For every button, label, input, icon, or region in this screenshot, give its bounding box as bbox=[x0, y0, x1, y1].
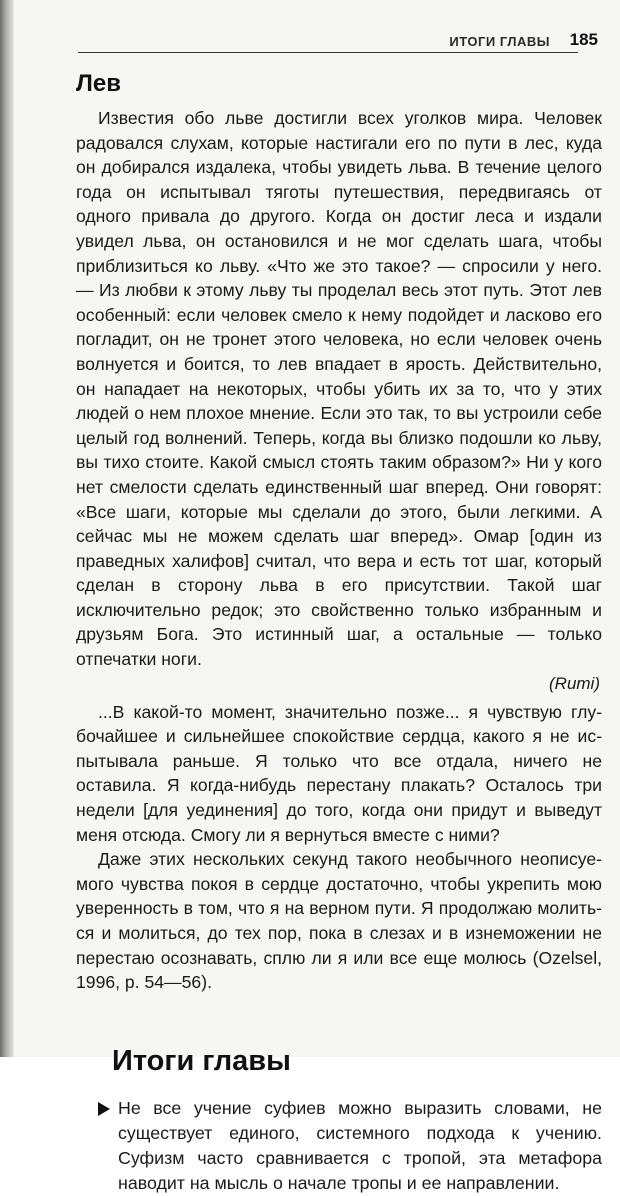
running-head bbox=[78, 30, 598, 52]
header-rule bbox=[78, 52, 578, 53]
summary-item-text: Не все учение суфиев можно выразить словами, не существует единого, системного подхода к учению. Суфизм часто сравнивается с тропой, эта метафора наводит на мысль о начале тропы и ее направлении. bbox=[118, 1097, 602, 1193]
section-title: Лев bbox=[76, 70, 121, 97]
page-number: 185 bbox=[569, 30, 598, 49]
chapter-summary-title: Итоги главы bbox=[112, 1044, 291, 1077]
section-spacer bbox=[76, 995, 602, 1045]
quote-paragraph: ...В какой-то момент, значительно позже... я чувствую глубочайшее и сильнейшее спокойствие сердца, какого я не испытывала раньше. Я только что все отдала, ничего не оставила. Я когда-нибудь перестану плакать? Осталось три недели [для уединения] до того, когда они придут и выведут меня отсюда. Смогу ли я вернуться вместе с ними? bbox=[76, 701, 602, 845]
summary-item bbox=[76, 1096, 602, 1196]
story-paragraph: Известия обо льве достигли всех уголков мира. Человек радовался слухам, которые настигали его по пути в лес, куда он добирался издалека, чтобы увидеть льва. В течение целого года он испытывал тяготы путешествия, передвигаясь от одного привала до другого. Когда он достиг леса и издали увидел льва, он остановился и не мог сделать шага, чтобы приблизиться ко льву. «Что же это такое? — спросили у него. — Из любви к этому льву ты проделал весь этот путь. Этот лев особенный: если человек смело к нему подойдет и ласково его погладит, он не тронет этого человека, но если человек очень волнуется и боится, то лев впадает в ярость. Действительно, он нападает на некоторых, чтобы убить их за то, что у этих людей о нем плохое мнение. Если это так, то вы устроили себе целый год волнений. Теперь, когда вы близко подошли ко льву, вы тихо стоите. Какой смысл стоять таким образом?» Ни у кого нет смелости сделать единственный шаг вперед. Они говорят: «Все шаги, которые мы сделали до этого, были легкими. А сейчас мы не можем сделать шаг вперед». Омар [один из праведных халифов] считал, что вера и есть тот шаг, который сделан в сторону льва в его присутствии. Такой шаг исключительно редок; это свойственно только избранным и друзьям Бога. Это истинный шаг, а остальные — только отпечатки ноги. bbox=[76, 108, 602, 670]
binding-shadow bbox=[0, 0, 14, 1057]
reflection-paragraph: Даже этих нескольких секунд такого необычного неописуемого чувства покоя в сердце достаточно, чтобы укрепить мою уверенность в том, что я на верном пути. Я продолжаю молиться и молиться, до тех пор, пока в слезах и в изнеможении не перестаю осознавать, сплю ли я или все еще молюсь (Ozelsel, 1996, p. 54—56). bbox=[76, 849, 602, 993]
running-title: ИТОГИ ГЛАВЫ bbox=[449, 34, 550, 49]
quote-attribution: (Rumi) bbox=[549, 673, 600, 693]
triangle-bullet-icon bbox=[98, 1102, 110, 1116]
page-content bbox=[76, 70, 602, 1196]
summary-list bbox=[76, 1096, 602, 1196]
